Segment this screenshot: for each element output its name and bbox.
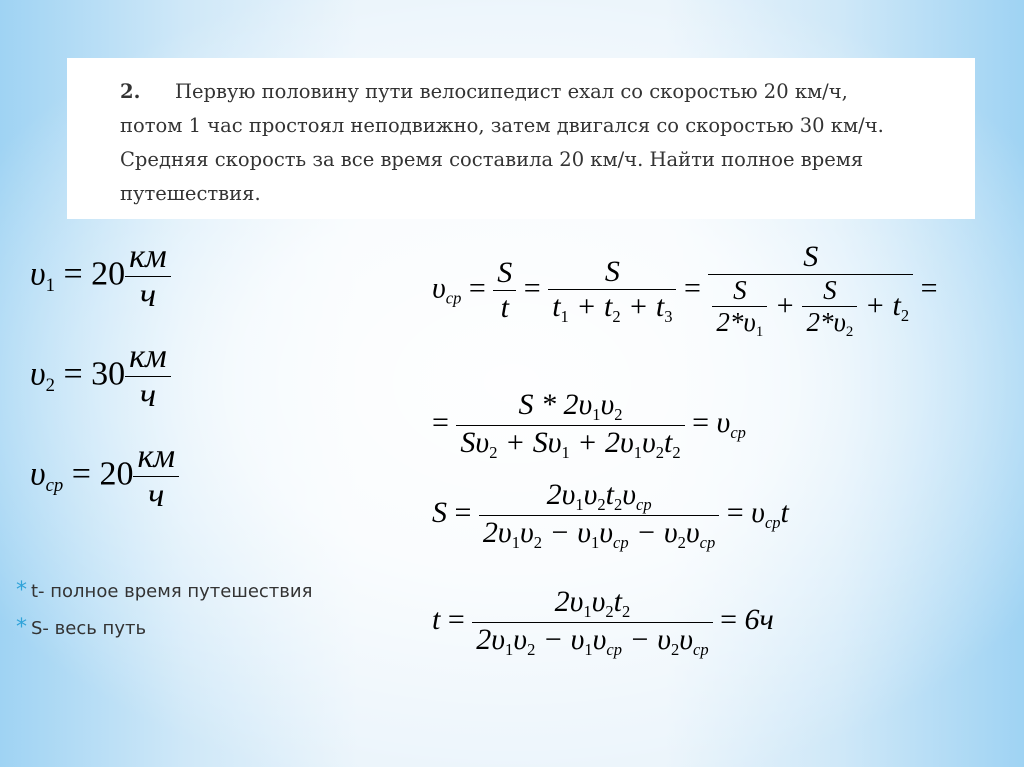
bullet-star-icon: * [16, 615, 27, 640]
note-item: * S- весь путь [16, 615, 147, 640]
bullet-star-icon: * [16, 578, 27, 603]
note-item: * t- полное время путешествия [16, 578, 313, 603]
given-v1: $\upsilon_1 = 20$ $\frac{км}{ч}$ [30, 238, 171, 315]
problem-line: путешествия. [120, 182, 261, 205]
equation-average-speed: $\upsilon_{ср}$ = $\frac{S}{t}$ = $\frac{S}{t_1 + t_2 + t_3}$ = S $\frac{S}{2*\upsilon_1}$ + $\frac{S}{2*\upsilon_2}$ + $t_2$ = [432, 240, 938, 341]
equation-time: t = $\frac{2\upsilon_1\upsilon_2t_2}{2\upsilon_1\upsilon_2 - \upsilon_1\upsilon_{ср} - \upsilon_2\upsilon_{ср}}$ = 6ч [432, 585, 774, 659]
given-vcp: $\upsilon_{ср} = 20$ $\frac{км}{ч}$ [30, 438, 179, 515]
problem-line: потом 1 час простоял неподвижно, затем двигался со скоростью 30 км/ч. [120, 114, 884, 137]
notes-list [16, 578, 312, 652]
problem-line: Первую половину пути велосипедист ехал со скоростью 20 км/ч, [175, 80, 848, 103]
v2-value: 30 [91, 355, 126, 393]
vcp-value: 20 [99, 455, 134, 493]
problem-number: 2. [120, 80, 141, 103]
v1-value: 20 [91, 255, 126, 293]
problem-line: Средняя скорость за все время составила 20 км/ч. Найти полное время [120, 148, 864, 171]
equation-distance: S = $\frac{2\upsilon_1\upsilon_2t_2\upsilon_{ср}}{2\upsilon_1\upsilon_2 - \upsilon_1\upsilon_{ср} - \upsilon_2\upsilon_{ср}}$ = $\upsilon_{ср}t$ [432, 478, 789, 552]
given-v2: $\upsilon_2 = 30$ $\frac{км}{ч}$ [30, 338, 171, 415]
result-value: 6ч [744, 603, 774, 637]
equation-speed-expression: = $\frac{S * 2\upsilon_1\upsilon_2}{S\upsilon_2 + S\upsilon_1 + 2\upsilon_1\upsilon_2t_2}$ = $\upsilon_{ср}$ [432, 388, 746, 462]
problem-statement [67, 58, 975, 219]
